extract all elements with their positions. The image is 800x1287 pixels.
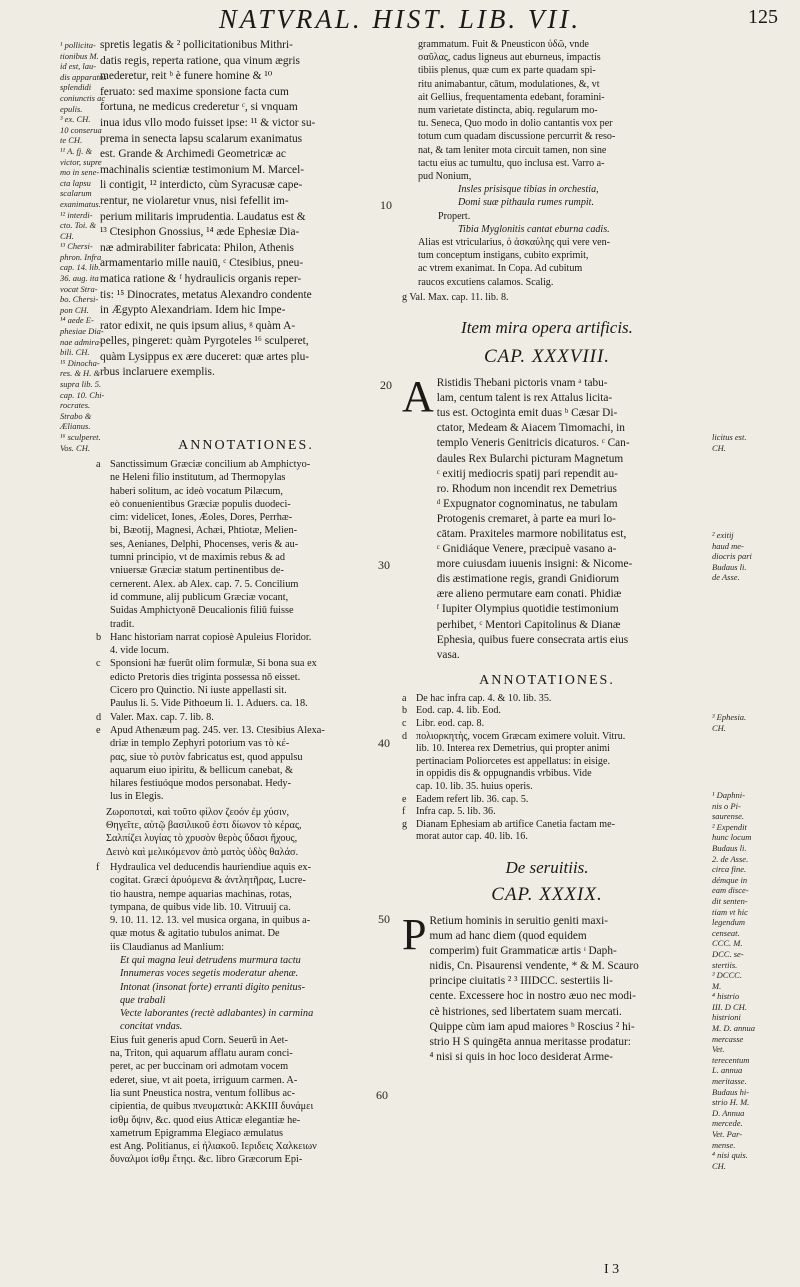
- margin-note-line: Budaus li.: [712, 561, 747, 572]
- annotation-item: [402, 731, 692, 744]
- text-line: cente. Excessere hoc in nostro æuo nec modi-: [429, 990, 636, 1003]
- margin-note-line: de Asse.: [712, 572, 740, 583]
- margin-note-line: pon CH.: [60, 304, 89, 315]
- margin-note-line: meritasse.: [712, 1076, 747, 1087]
- signature-mark: I 3: [604, 1262, 620, 1277]
- margin-note-line: dis apparatus: [60, 71, 107, 82]
- annotation-line: cap. 10. lib. 35. huius operis.: [416, 781, 533, 792]
- text-line: rator edixit, ne quis ipsum alius, ᵍ quàm A-: [100, 319, 296, 332]
- margin-note-line: coniunctis ac: [60, 92, 106, 103]
- annotation-line: id commune, alij publicum Græciæ vocant,: [110, 591, 289, 603]
- left-annotations: [96, 438, 396, 1167]
- margin-note-line: CCC. M.: [712, 938, 743, 949]
- margin-note-line: mercasse: [712, 1033, 744, 1044]
- greek-verse-line: Σαλπίζει λυγίας τὸ χρυσὸν θερὸς ὕδασι ἤχους,: [106, 833, 298, 845]
- annotation-line: haberi solitum, ac ideò vocatum Pilæcum,: [110, 485, 284, 497]
- text-line: spretis legatis & ² pollicitationibus Mithri-: [100, 39, 293, 51]
- margin-note-line: terecentum: [712, 1054, 750, 1065]
- annotation-line: tum conceptum instigans, cubito exprimit,: [418, 250, 589, 262]
- margin-note-line: Budaus hi-: [712, 1086, 750, 1097]
- margin-note-line: strio H. M.: [712, 1097, 750, 1108]
- verse-line: Domi suæ pithaula rumes rumpit.: [458, 197, 594, 209]
- margin-note-line: D. Annua: [712, 1107, 745, 1118]
- annotation-line: cim: videlicet, Iones, Æoles, Dores, Perrhæ-: [110, 512, 293, 524]
- margin-note-line: mercede.: [712, 1118, 743, 1129]
- annotation-item: [402, 756, 692, 769]
- text-line: ære alieno permutare eam conati. Phidiæ: [436, 588, 622, 601]
- margin-note-line: ⁴ nisi quis.: [712, 1150, 748, 1161]
- margin-note-line: Vos. CH.: [60, 442, 90, 453]
- right-column: [402, 38, 692, 1065]
- line-number-50: 50: [378, 912, 390, 926]
- margin-note-line: ² exitij: [712, 530, 734, 540]
- annotation-line: quæ motus & agitatio tubulos animat. De: [110, 928, 280, 940]
- margin-note-line: cta lapsu: [60, 177, 91, 188]
- text-line: Retium hominis in seruitio geniti maxi-: [429, 914, 609, 927]
- annotation-key: g: [402, 818, 408, 830]
- annotation-item: [96, 657, 396, 710]
- margin-note-line: ³ ex. CH.: [60, 114, 91, 125]
- annotation-line: ederet, siue, vt ait poeta, irriguum carmen. A-: [110, 1074, 298, 1086]
- margin-note-line: CH.: [60, 230, 74, 241]
- annotation-line: est Ang. Politianus, εἰ ἠλιακοῦ. Ιεριδεις Χαλκειων: [110, 1141, 317, 1153]
- text-line: lam, centum talent is rex Attalus licita-: [436, 392, 613, 405]
- text-line: principe ciuitatis ² ³ IIIDCC. sestertiis li-: [429, 975, 613, 988]
- annotation-line: peret, ac per buccinam ori admotam vocem: [110, 1061, 289, 1073]
- annotation-line: σαῦλας, cadus ligneus aut eburneus, impactis: [418, 52, 601, 64]
- annotation-line: ac vtrem exanimat. In Copa. Ad cubitum: [418, 263, 583, 275]
- text-line: strio H S quingēta annua meritasse prodatur:: [429, 1035, 631, 1048]
- annotation-line: in oppidis dis & oppugnandis vrbibus. Vide: [416, 768, 592, 780]
- text-line: inua idus vllo modo fuisset ipse: ¹¹ & victor su-: [100, 116, 316, 129]
- greek-verse-line: Δεινὸ καὶ μελικόμενον ἀπὸ ματὸς ὑδὸς θαλάσ.: [106, 846, 299, 858]
- running-title: NATVRAL. HIST. LIB. VII.: [218, 4, 582, 34]
- annotation-line: tio haustra, nempe aquarias machinas, rotas,: [110, 888, 292, 900]
- annotation-key: c: [96, 658, 101, 670]
- annotation-item: [96, 631, 396, 658]
- text-line: ᶜ Gnidiáque Venere, præcipuè vasano a-: [436, 543, 617, 556]
- annotation-line: eò conuenientibus Græciæ populis duodeci-: [110, 498, 291, 510]
- text-line: est. Grande & Archimedi Geometricæ ac: [100, 148, 286, 161]
- annotation-line: Alias est vtricularius, ὁ ἀσκαύλης qui vere ven-: [418, 237, 611, 249]
- annotation-g: g Val. Max. cap. 11. lib. 8.: [402, 291, 509, 303]
- margin-note-line: démque in: [712, 874, 748, 885]
- margin-note-line: exanimatus.: [60, 198, 101, 209]
- line-number-60: 60: [376, 1088, 388, 1102]
- line-number-40: 40: [378, 736, 390, 750]
- margin-note-line: cap. 14. lib.: [60, 262, 101, 273]
- annotation-line: Dianam Ephesiam ab artifice Canetia factam me-: [416, 818, 615, 830]
- propertius-label: Propert.: [438, 210, 471, 222]
- right-margin-note-c: [712, 712, 792, 733]
- annotation-line: ritu animabantur, cātum, modulationes, &, vt: [418, 78, 600, 90]
- text-line: ᵈ Expugnator cognominatus, ne tabulam: [436, 497, 618, 510]
- annotation-key: d: [96, 711, 102, 723]
- right-margin-note-a: [712, 432, 792, 453]
- annotation-key: a: [402, 692, 407, 704]
- annotation-line: cipientia, de quibus πνευματικὰ: ΑΚΚΙΙΙ δυνάμει: [110, 1101, 314, 1113]
- margin-note-line: Strabo &: [60, 410, 92, 421]
- text-line: næ admirabiliter fabricata: Philon, Athenis: [100, 241, 294, 254]
- text-line: more cuiusdam iuuenis insigni: & Nicome-: [436, 558, 633, 571]
- annotation-item: [96, 724, 396, 804]
- annotation-key: e: [402, 793, 407, 805]
- margin-note-line: histrioni: [712, 1012, 741, 1023]
- margin-note-line: ¹ Daphni-: [712, 790, 746, 800]
- margin-note-line: eam disce-: [712, 885, 749, 896]
- annotation-key: c: [402, 718, 407, 730]
- margin-note-line: Vet.: [712, 1044, 725, 1055]
- annotation-line: edicto Pretoris dies triginta possessa nō eisset.: [110, 671, 301, 683]
- text-line: feruato: sed maxime sponsione facta cum: [100, 85, 289, 98]
- chapter-heading-39: CAP. XXXIX.: [491, 883, 603, 905]
- annotation-line: nat, & tam leniter mota circuit tamen, non sine: [418, 144, 607, 156]
- text-line: perium militaris imprudentia. Laudatus est &: [100, 210, 306, 223]
- drop-cap-a: A: [402, 372, 434, 422]
- annotation-line: Suidas Amphictyonē Deucalionis filiū fuisse: [110, 605, 294, 617]
- propertius-verse: Tibia Myglonitis cantat eburna cadis.: [458, 223, 610, 235]
- annotation-line: grammatum. Fuit & Pneusticon ὑδῶ, vnde: [418, 39, 589, 50]
- annotation-line: Eadem refert lib. 36. cap. 5.: [416, 793, 529, 805]
- margin-note-line: rocrates.: [60, 400, 91, 411]
- text-line: cè histriones, sed libertatem suam mercati.: [429, 1005, 622, 1018]
- annotation-line: tu. Seneca, Quo modo in dolio cantantis vox per: [418, 118, 613, 130]
- margin-note-line: phesiae Dia-: [60, 326, 104, 337]
- margin-note-line: res. & H. &: [60, 368, 101, 379]
- annotation-item: [402, 781, 692, 794]
- text-line: fortuna, ne medicus crederetur ᶜ, si vnquam: [100, 101, 298, 114]
- text-line: in Ægypto Alexandriam. Idem hic Impe-: [100, 304, 286, 317]
- margin-note-line: ¹⁶ sculperet.: [60, 431, 101, 442]
- right-annotation-list: [402, 693, 692, 844]
- margin-note-line: ² Expendit: [712, 821, 747, 832]
- annotation-line: Paulus li. 5. Vide Pithoeum li. 1. Aduers. ca. 18.: [110, 698, 308, 710]
- text-line: rentur, ne violaretur vnus, nisi fefellit im-: [100, 194, 289, 207]
- annotation-list-2: [96, 861, 396, 954]
- text-line: machinalis scientiæ testimonium M. Marcel-: [100, 163, 305, 176]
- greek-verses: [106, 806, 396, 859]
- margin-note-line: diocris pari: [712, 551, 752, 562]
- margin-note-line: tionibus M.: [60, 50, 99, 61]
- text-line: Ristidis Thebani pictoris vnam ᵃ tabu-: [436, 377, 608, 390]
- margin-note-line: epulis.: [60, 103, 83, 114]
- annotation-line: num varietate distincta, abiq. regularum mo-: [418, 105, 598, 117]
- margin-note-line: legendum: [712, 917, 746, 928]
- annotation-line: Cicero pro Quinctio. Ni iuste appellasti sit.: [110, 685, 287, 697]
- text-line: ᶠ Iupiter Olympius quotidie testimonium: [436, 603, 619, 616]
- margin-note-line: te CH.: [60, 135, 83, 146]
- annotation-line: Eius fuit generis apud Corn. Seuerū in Aet-: [110, 1034, 288, 1046]
- text-line: Quippe cùm iam apud maiores ᵇ Roscius ² hi-: [429, 1020, 635, 1033]
- chapter-38-text: [402, 372, 692, 663]
- text-line: pelles, pingeret: quàm Pyrgoteles ¹⁶ sculperet,: [100, 335, 309, 348]
- annotation-line: vniuersæ Græciæ statum pertinentibus de-: [110, 565, 284, 577]
- margin-note-line: 10 conserua: [60, 124, 102, 135]
- text-line: perhibet, ᶜ Mentori Capitolinus & Dianæ: [436, 618, 621, 631]
- claudian-verses: [96, 954, 396, 1034]
- annotation-line: xametrum Epigramma Elegiaco æmulatus: [110, 1127, 283, 1139]
- text-line: mederetur, reit ᵇ è funere homine & ¹⁰: [100, 70, 273, 83]
- margin-note-line: bili. CH.: [60, 347, 90, 358]
- drop-cap-p: P: [402, 909, 427, 959]
- annotation-line: hilares festiuóque modos personabat. Hedy-: [110, 778, 292, 790]
- annotation-continued: [96, 1034, 396, 1167]
- verse-line: concitat vndas.: [120, 1021, 183, 1033]
- annotation-item: [402, 693, 692, 706]
- varro-verses: [402, 183, 692, 209]
- annotation-item: [96, 711, 396, 724]
- annotation-line: aquarum eiuo ipiritu, & bellicum canebat, &: [110, 764, 294, 776]
- right-annotation-after: [402, 236, 692, 289]
- margin-note-line: bo. Chersi-: [60, 294, 99, 305]
- annotation-item: [402, 768, 692, 781]
- margin-note-line: III. D CH.: [712, 1001, 747, 1012]
- line-number-20: 20: [380, 378, 392, 392]
- margin-note-line: ³ DCCC.: [712, 970, 742, 981]
- margin-note-line: haud me-: [712, 540, 744, 551]
- annotation-line: raucos excutiens calamos. Scalig.: [418, 276, 554, 288]
- annotation-item: [402, 743, 692, 756]
- text-line: templo Veneris Genitricis dicaturos. ᶜ Can-: [436, 437, 630, 450]
- text-line: ro. Rhodum non incendit rex Demetrius: [436, 482, 617, 495]
- annotation-line: tibiis plenus, quæ cum ex parte quadam spi-: [418, 65, 596, 77]
- annotation-item: [402, 705, 692, 718]
- margin-note-line: supra lib. 5.: [60, 379, 102, 389]
- annotation-item: [96, 861, 396, 954]
- annotation-line: ἰσθμ ὄψιν, &c. quod eius Atticæ elegantiæ he-: [110, 1114, 301, 1126]
- margin-note-line: mo in sene-: [60, 167, 100, 178]
- annotation-line: Infra cap. 5. lib. 36.: [416, 806, 496, 818]
- annotation-line: tympana, de quibus vide lib. 10. Vitruuij ca.: [110, 901, 291, 913]
- annotations-heading: ANNOTATIONES.: [178, 438, 314, 453]
- annotation-line: lia sunt Pneustica nostra, ventum follibus ac-: [110, 1087, 296, 1099]
- margin-note-line: mense.: [712, 1139, 736, 1150]
- text-line: quàm Lysippus ex ære duceret: quæ artes plu-: [100, 350, 310, 363]
- annotation-line: Hydraulica vel deducendis hauriendiue aquis ex-: [110, 861, 312, 873]
- annotation-line: Eod. cap. 4. lib. Eod.: [416, 705, 501, 717]
- margin-note-line: hunc locum: [712, 832, 752, 843]
- annotation-line: iis Claudianus ad Manlium:: [110, 941, 225, 953]
- margin-note-line: dit senten-: [712, 895, 748, 906]
- margin-note-line: DCC. se-: [712, 948, 744, 959]
- text-line: mum ad hanc diem (quod equidem: [429, 930, 587, 943]
- chapter-39-text: [402, 909, 692, 1065]
- annotation-line: Apud Athenæum pag. 245. ver. 13. Ctesibius Alexa-: [110, 724, 325, 736]
- line-number-10: 10: [380, 198, 392, 212]
- margin-note-line: ³ Ephesia.: [712, 712, 747, 722]
- margin-note-line: M.: [712, 980, 722, 991]
- margin-note-line: ¹⁴ aede E-: [60, 315, 94, 326]
- annotation-line: Sanctissimum Græciæ concilium ab Amphictyo-: [110, 459, 311, 470]
- text-line: li contigit, ¹² interdicto, cùm Syracusæ cape-: [100, 179, 303, 192]
- text-line: comperim) fuit Grammaticæ artis ᶦ Daph-: [429, 945, 617, 958]
- margin-note-line: stertiis.: [712, 959, 738, 970]
- annotation-item: [402, 819, 692, 832]
- margin-note-line: tiam vt hic: [712, 906, 748, 917]
- margin-note-line: CH.: [712, 722, 726, 733]
- annotation-key: f: [96, 861, 100, 873]
- margin-note-line: nis o Pi-: [712, 800, 741, 811]
- right-margin-note-b: [712, 530, 792, 583]
- margin-note-line: ¹² interdi-: [60, 209, 93, 220]
- text-line: dis æstimatione regis, grandi Gnidiorum: [436, 573, 620, 586]
- annotation-line: 9. 10. 11. 12. 13. vel musica organa, in quibus a-: [110, 915, 311, 927]
- text-line: datis regis, reperta ratione, qua vinum ægris: [100, 54, 300, 67]
- margin-note-line: L. annua: [712, 1065, 743, 1076]
- annotation-item: [402, 718, 692, 731]
- verse-line: Innumeras voces segetis moderatur ahenæ.: [120, 968, 299, 980]
- right-margin-note-d: [712, 790, 792, 1171]
- margin-note-line: phron. Infra: [60, 251, 102, 262]
- annotation-line: Sponsioni hæ fuerūt olim formulæ, Si bona sua ex: [110, 658, 317, 670]
- margin-note-line: M. D. annua: [712, 1023, 755, 1034]
- annotation-line: 4. vide locum.: [110, 645, 169, 657]
- margin-note-line: ¹³ Chersi-: [60, 241, 93, 252]
- annotation-line: lus in Elegis.: [110, 791, 164, 803]
- margin-note-line: ¹ pollicita-: [60, 40, 96, 50]
- annotation-line: De hac infra cap. 4. & 10. lib. 35.: [416, 692, 552, 704]
- left-margin-notes: [60, 40, 107, 453]
- text-line: Protogenis cremaret, à parte ea muri lo-: [436, 512, 616, 525]
- annotation-item: [96, 458, 396, 631]
- annotation-key: a: [96, 459, 101, 470]
- line-number-30: 30: [378, 558, 390, 572]
- verse-line: Et qui magna leui detrudens murmura tactu: [120, 954, 301, 966]
- annotation-line: Valer. Max. cap. 7. lib. 8.: [110, 711, 214, 723]
- margin-note-line: censeat.: [712, 927, 740, 938]
- section-title-servitiis: De seruitiis.: [505, 857, 589, 877]
- margin-note-line: 2. de Asse.: [712, 853, 749, 864]
- margin-note-line: scalarum: [60, 188, 92, 199]
- margin-note-line: saurense.: [712, 811, 745, 822]
- annotations-heading-right: ANNOTATIONES.: [479, 672, 615, 688]
- annotation-line: ait Gellius, frequentamenta edebant, foramini-: [418, 91, 605, 103]
- annotation-key: d: [402, 730, 408, 742]
- annotation-line: cogitat. Græci ἀρυόμενα & ἀντλητῆρας, Lucre-: [110, 875, 306, 887]
- annotation-line: totum cum quadam discussione percurrit & reso-: [418, 131, 616, 143]
- annotation-line: tactu eius ac tumultu, quo inclusa est. Varro a-: [418, 157, 605, 169]
- right-annotation-continued: [402, 38, 692, 183]
- text-line: daules Rex Bularchi picturam Magnetum: [436, 452, 624, 465]
- verse-line: que trabali: [120, 994, 166, 1006]
- greek-verse-line: Θηγεῖτε, αὐτῷ βασιλικοῦ ἐστι δίωνον τὸ κέρας,: [106, 820, 302, 832]
- text-line: rbus inclaruere exemplis.: [100, 366, 215, 379]
- annotation-line: tumni principio, vt de maximis rebus & ad: [110, 552, 286, 564]
- annotation-line: pertinaciam Poliorcetes est appellatus: in eisige.: [416, 755, 610, 767]
- margin-note-line: Budaus li.: [712, 842, 747, 853]
- annotation-line: cernerent. Alex. ab Alex. cap. 7. 5. Concilium: [110, 578, 299, 590]
- text-line: vasa.: [436, 648, 460, 661]
- annotation-key: f: [402, 806, 406, 818]
- annotation-line: lib. 10. Interea rex Demetrius, qui propter animi: [416, 743, 610, 755]
- margin-note-line: ⁴ histrio: [712, 991, 740, 1002]
- annotation-line: Libr. eod. cap. 8.: [416, 718, 485, 730]
- annotation-item: [402, 794, 692, 807]
- margin-note-line: Ælianus.: [60, 421, 91, 432]
- text-line: Ephesia, quibus fuere consecrata artis eius: [436, 633, 629, 646]
- margin-note-line: ¹¹ A. fj. &: [60, 145, 93, 156]
- margin-note-line: ¹⁵ Dinocha-: [60, 357, 100, 368]
- text-line: tus est. Octoginta emit duas ᵇ Cæsar Di-: [436, 407, 618, 420]
- text-line: prema in senecta lapsu scalarum exanimatus: [100, 132, 303, 145]
- section-title-opera: Item mira opera artificis.: [461, 318, 633, 338]
- annotation-key: b: [402, 705, 408, 717]
- margin-note-line: 36. aug. ita: [60, 273, 99, 284]
- annotation-line: ses, Aenianes, Delphi, Phocenses, veris & au-: [110, 538, 299, 550]
- annotation-line: Hanc historiam narrat copiosè Apuleius Floridor.: [110, 631, 312, 643]
- text-line: matica ratione & ᶠ hydraulicis organis reper-: [100, 272, 302, 285]
- margin-note-line: CH.: [712, 1160, 726, 1171]
- annotation-line: ne Heleni filio institutum, ad Thermopylas: [110, 472, 286, 484]
- annotation-line: bi, Bæotij, Magnesi, Achæi, Phtiotæ, Melien-: [110, 525, 298, 537]
- left-main-text: [100, 38, 390, 381]
- margin-note-line: CH.: [712, 442, 726, 453]
- annotation-key: e: [96, 724, 101, 736]
- verse-line: Insles prisisque tibias in orchestia,: [458, 184, 599, 196]
- margin-note-line: cto. Toi. &: [60, 220, 97, 231]
- verse-line: Intonat (insonat forte) erranti digito penitus-: [120, 981, 306, 993]
- annotation-line: morat autor cap. 40. lib. 16.: [416, 831, 528, 843]
- annotation-line: tradit.: [110, 618, 135, 630]
- text-line: armamentario mille nauiū, ᶜ Ctesibius, pneu-: [100, 257, 304, 270]
- text-line: ᶜ exitij mediocris spatij pari rependit au-: [436, 467, 618, 480]
- text-line: ctator, Medeam & Aiacem Timomachi, in: [436, 422, 625, 435]
- annotation-item: [402, 831, 692, 844]
- text-line: ⁴ nisi si quis in hoc loco desiderat Arme-: [429, 1050, 613, 1063]
- annotation-line: driæ in templo Zephyri potorium vas τὸ κέ-: [110, 738, 290, 750]
- annotation-key: b: [96, 631, 102, 643]
- margin-note-line: vocat Stra-: [60, 283, 98, 294]
- text-line: tis: ¹⁵ Dinocrates, metatus Alexandro condente: [100, 288, 312, 301]
- annotation-list: [96, 458, 396, 804]
- annotation-line: δυναλμοι ἰσθμ ἔτηςι. &c. libro Græcorum Epi-: [110, 1154, 303, 1166]
- margin-note-line: victor, supre: [60, 156, 102, 167]
- margin-note-line: cap. 10. Chi-: [60, 389, 105, 400]
- greek-verse-line: Ζωροποταὶ, καὶ τοῦτο φίλον ζεοόν ἐμ χύσιν,: [106, 806, 290, 818]
- annotation-line: πολιορκητὴς, vocem Græcam eximere voluit. Vitru.: [416, 730, 626, 742]
- verse-line: Vecte laborantes (rectè adlabantes) in carmina: [120, 1008, 314, 1020]
- text-line: cātam. Praxiteles marmore nobilitatus est,: [436, 528, 627, 540]
- margin-note-line: Vet. Par-: [712, 1129, 743, 1139]
- text-line: nidis, Cn. Pisaurensi vendente, * & M. Scauro: [429, 960, 639, 973]
- margin-note-line: nae admira-: [60, 336, 102, 347]
- margin-note-line: splendidi: [60, 82, 92, 93]
- text-line: ¹³ Ctesiphon Gnossius, ¹⁴ æde Ephesiæ Dia-: [100, 226, 300, 239]
- page-number: 125: [748, 6, 778, 28]
- annotation-line: ρας, siue τὸ ρυτὸν fabricatus est, quod appulsu: [110, 751, 303, 763]
- margin-note-line: id est, lau-: [60, 61, 97, 72]
- margin-note-line: licitus est.: [712, 432, 747, 442]
- annotation-line: na, Triton, qui aquarum afflatu auram conci-: [110, 1048, 293, 1060]
- annotation-line: pud Nonium,: [418, 171, 472, 183]
- annotation-item: [402, 806, 692, 819]
- chapter-heading-38: CAP. XXXVIII.: [483, 346, 611, 368]
- margin-note-line: circa fine.: [712, 864, 747, 875]
